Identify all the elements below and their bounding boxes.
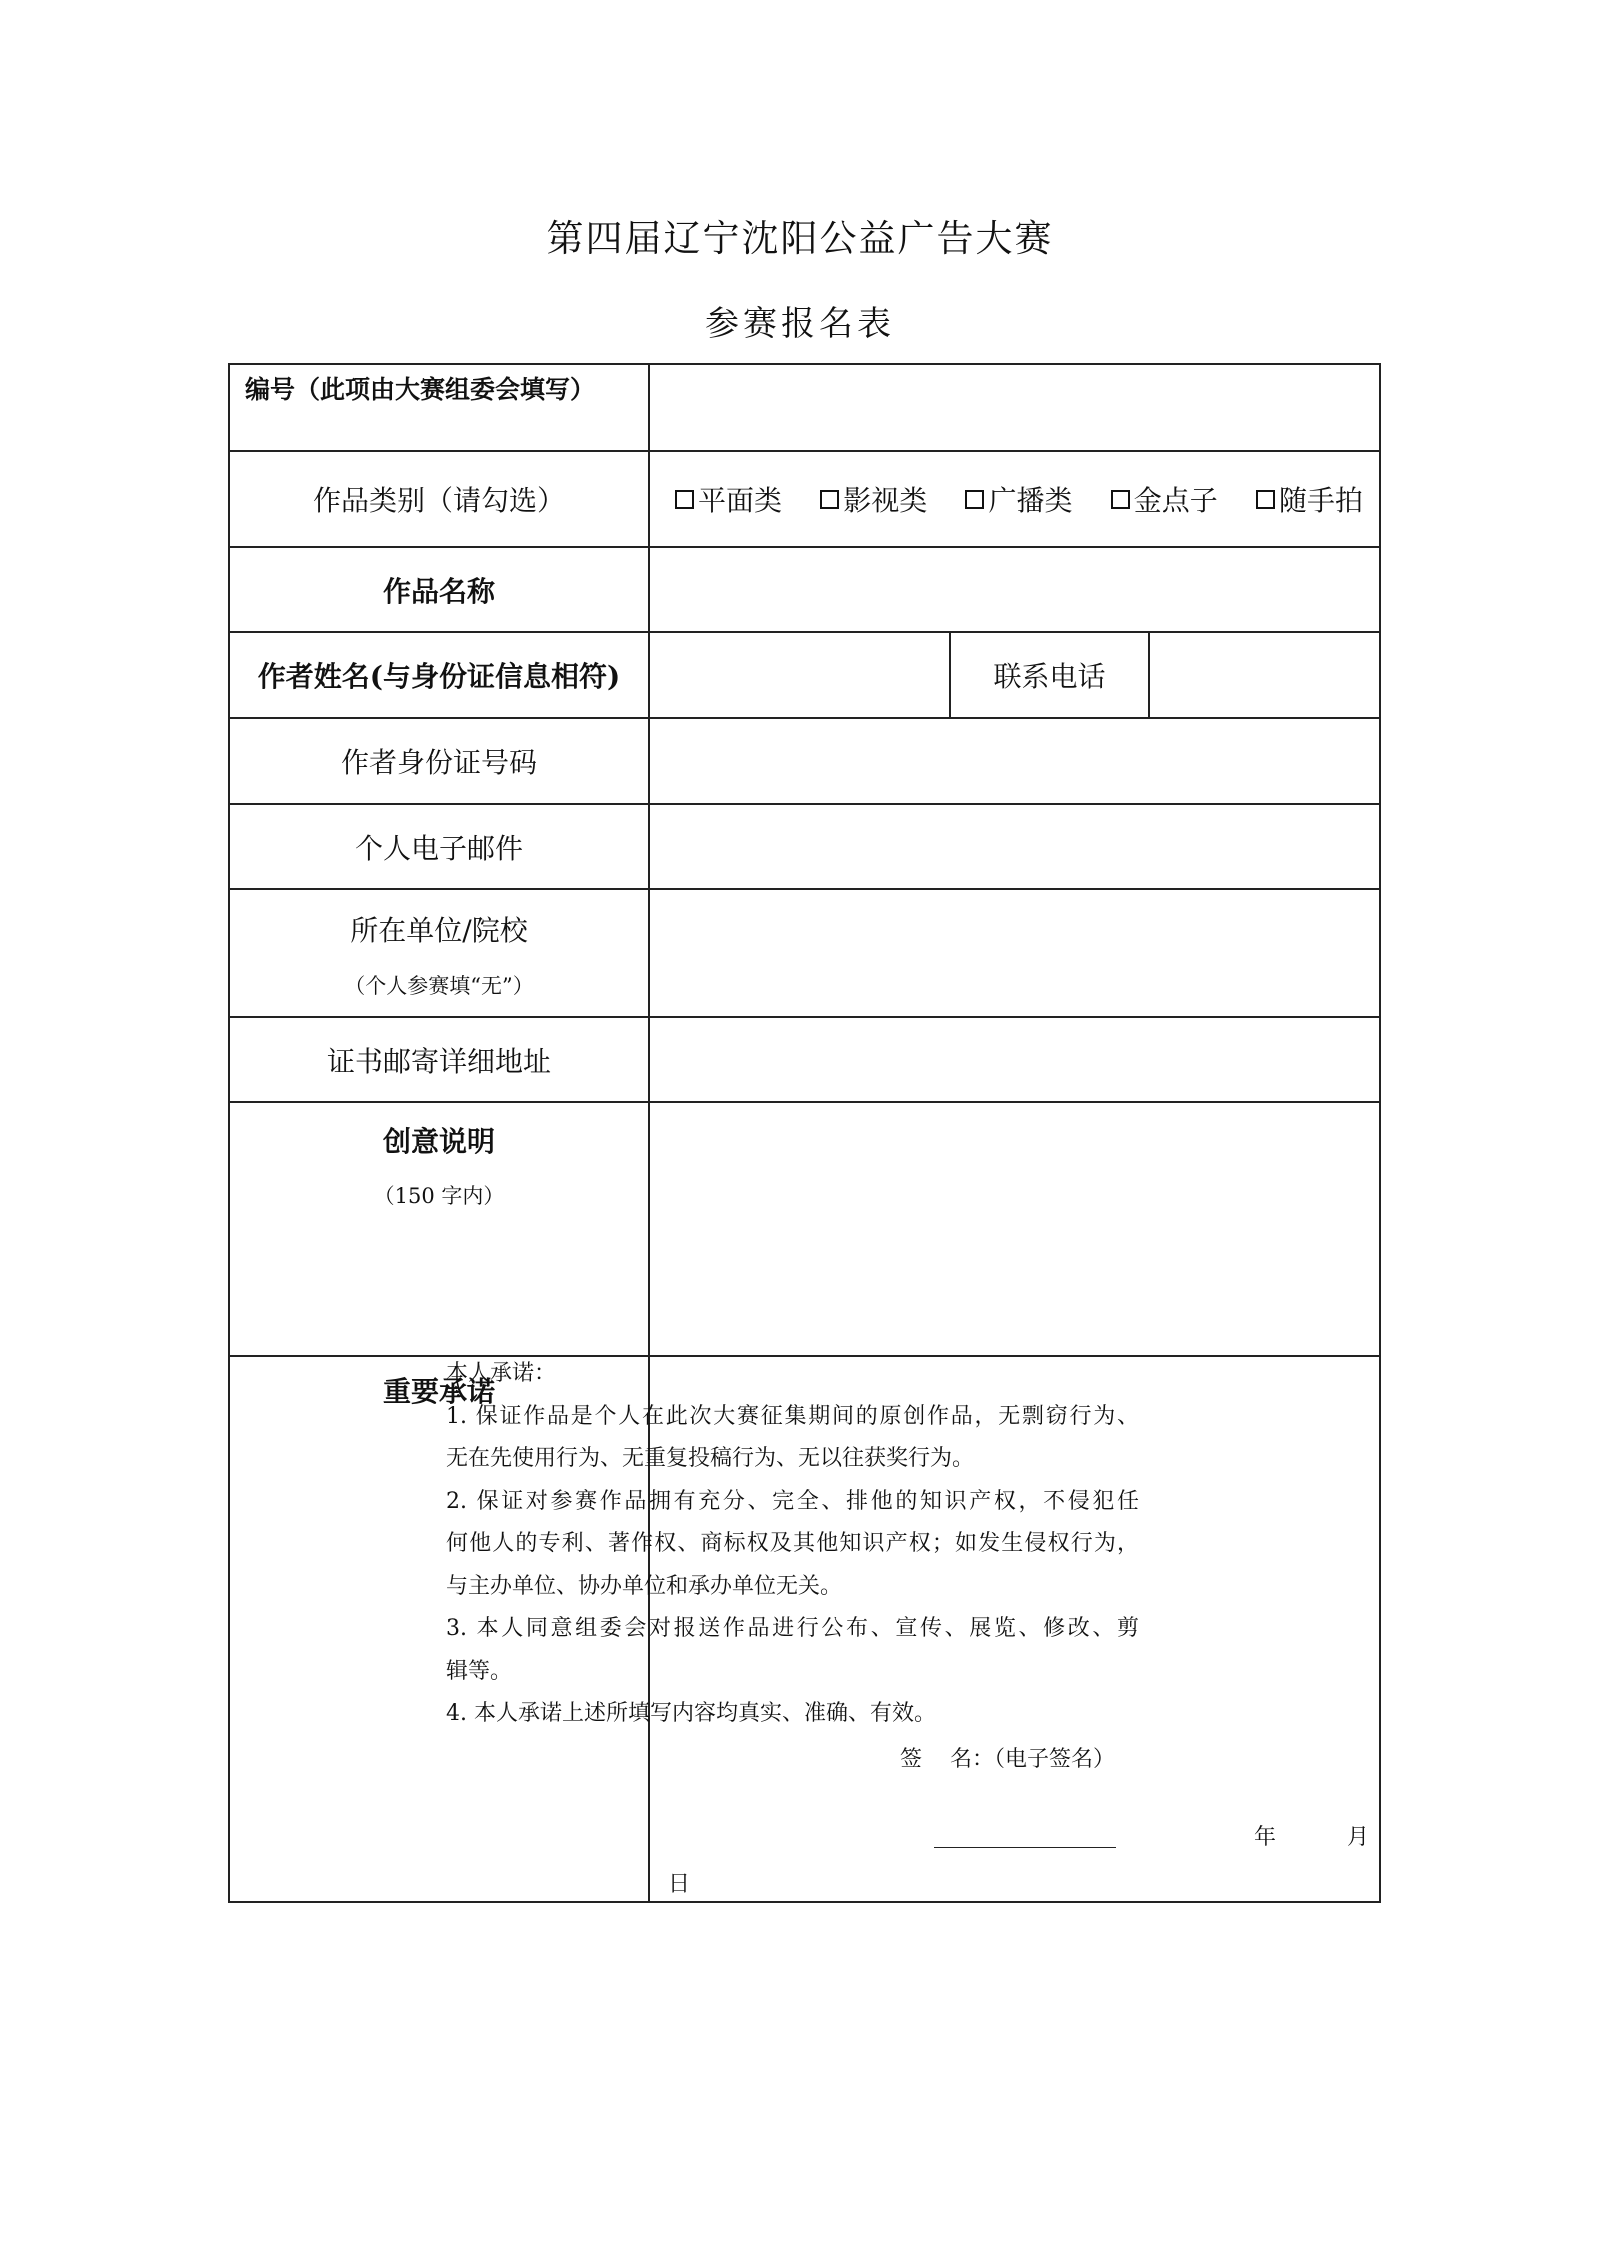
signature-line[interactable]: [934, 1847, 1116, 1848]
work-name-label: 作品名称: [382, 574, 495, 608]
category-label: 作品类别（请勾选）: [312, 484, 565, 517]
promise-line: 无在先使用行为、无重复投稿行为、无以往获奖行为。: [446, 1446, 975, 1471]
serial-field: [650, 365, 1381, 450]
category-option-snapshot[interactable]: 随手拍: [1256, 479, 1363, 519]
author-name-label: 作者姓名(与身份证信息相符): [257, 660, 621, 693]
promise-line: 3. 本人同意组委会对报送作品进行公布、宣传、展览、修改、剪: [446, 1616, 1139, 1641]
phone-label: 联系电话: [993, 660, 1106, 693]
date-year-label: 年: [1254, 1825, 1277, 1850]
date-month-label: 月: [1347, 1825, 1370, 1850]
promise-text: [430, 1353, 1153, 1736]
category-option-idea[interactable]: 金点子: [1111, 479, 1218, 519]
signature-label: 签 名：（电子签名）: [900, 1747, 1116, 1772]
id-number-label: 作者身份证号码: [340, 746, 537, 779]
work-name-field[interactable]: [650, 548, 1381, 631]
category-options: [660, 452, 1381, 546]
promise-line: 2. 保证对参赛作品拥有充分、完全、排他的知识产权，不侵犯任: [446, 1488, 1139, 1514]
promise-line: 辑等。: [446, 1658, 513, 1684]
serial-label: 编号（此项由大赛组委会填写）: [245, 374, 596, 404]
form-subtitle: 参赛报名表: [705, 304, 895, 344]
promise-label: 重要承诺: [382, 1375, 495, 1408]
date-day-label: 日: [668, 1872, 691, 1897]
author-name-field[interactable]: [650, 633, 949, 717]
promise-line: 1. 保证作品是个人在此次大赛征集期间的原创作品，无剽窃行为、: [446, 1403, 1139, 1429]
promise-line: 与主办单位、协办单位和承办单位无关。: [446, 1573, 843, 1599]
category-option-print[interactable]: 平面类: [675, 479, 782, 519]
checkbox-icon[interactable]: [820, 490, 839, 509]
category-option-video[interactable]: 影视类: [820, 479, 927, 519]
promise-line: 4. 本人承诺上述所填写内容均真实、准确、有效。: [446, 1701, 936, 1726]
org-field[interactable]: [650, 890, 1381, 1016]
phone-field[interactable]: [1150, 633, 1381, 717]
id-number-field[interactable]: [650, 719, 1381, 803]
email-field[interactable]: [650, 805, 1381, 888]
category-option-radio[interactable]: 广播类: [965, 479, 1072, 519]
org-label: 所在单位/院校: [350, 914, 528, 947]
idea-note: （150 字内）: [373, 1184, 505, 1208]
checkbox-icon[interactable]: [965, 490, 984, 509]
promise-line: 何他人的专利、著作权、商标权及其他知识产权；如发生侵权行为，: [446, 1531, 1139, 1556]
idea-label: 创意说明: [382, 1125, 495, 1158]
form-title: 第四届辽宁沈阳公益广告大赛: [546, 217, 1054, 260]
checkbox-icon[interactable]: [1111, 490, 1130, 509]
checkbox-icon[interactable]: [675, 490, 694, 509]
address-label: 证书邮寄详细地址: [326, 1044, 551, 1078]
idea-field[interactable]: [650, 1103, 1381, 1355]
email-label: 个人电子邮件: [354, 831, 523, 865]
checkbox-icon[interactable]: [1256, 490, 1275, 509]
org-note: （个人参赛填“无”）: [344, 974, 534, 998]
address-field[interactable]: [650, 1018, 1381, 1101]
promise-intro: 本人承诺：: [446, 1361, 557, 1386]
